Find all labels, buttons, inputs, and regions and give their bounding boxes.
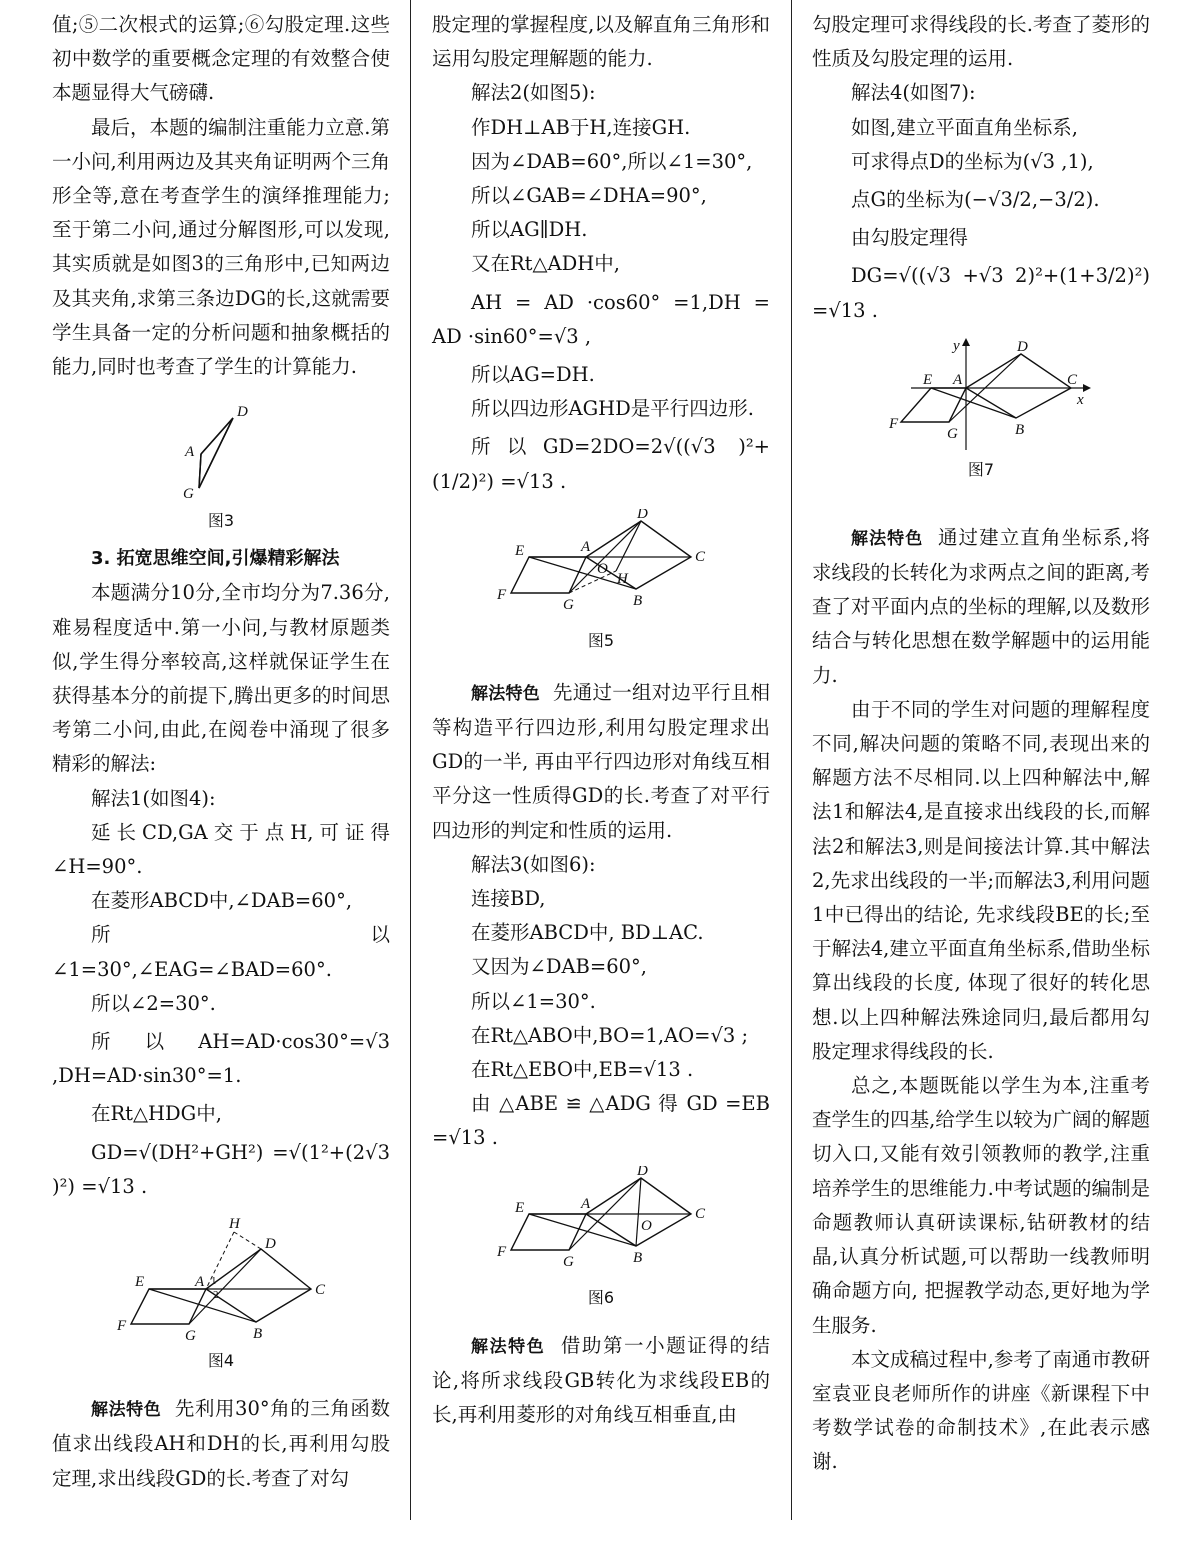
solution-title: 解法4(如图7):	[851, 81, 976, 105]
label-c: C	[315, 1282, 326, 1299]
solution-line: 可求得点D的坐标为(√3 ,1),	[851, 149, 1094, 173]
solution-line: 由勾股定理得	[851, 226, 969, 250]
solution-line: 所以AG=DH.	[471, 363, 595, 387]
label-a: A	[581, 538, 591, 555]
solution-line: 作DH⊥AB于H,连接GH.	[471, 115, 691, 139]
solution-line: 所以AG∥DH.	[471, 218, 588, 242]
feature-label: 解法特色	[851, 528, 924, 549]
feature-label: 解法特色	[471, 1336, 546, 1357]
figure-6	[491, 1166, 711, 1281]
label-e: E	[515, 1199, 525, 1216]
solution-line: 又因为∠DAB=60°,	[471, 955, 647, 979]
solution-line: 延长CD,GA交于点H,可证得∠H=90°.	[52, 820, 390, 879]
segment-bd	[636, 1178, 641, 1246]
label-d: D	[637, 508, 648, 522]
segment-eb	[529, 1214, 636, 1246]
label-e: E	[923, 371, 933, 388]
label-h: H	[617, 570, 628, 587]
label-g: G	[563, 596, 574, 613]
rhombus-abcd	[966, 354, 1071, 418]
label-h: H	[229, 1216, 240, 1233]
label-g: G	[563, 1253, 574, 1270]
column-1	[52, 8, 390, 1496]
equation-line: 所以AH=AD·cos30°=√3 ,DH=AD·sin30°=1.	[52, 1030, 390, 1088]
label-a: A	[581, 1195, 591, 1212]
label-f: F	[117, 1318, 127, 1335]
solution-line: 在Rt△ABO中,BO=1,AO=√3 ;	[471, 1023, 749, 1047]
paragraph: 股定理的掌握程度,以及解直角三角形和运用勾股定理解题的能力.	[432, 13, 770, 71]
label-angle-1: 1	[211, 1275, 217, 1288]
solution-line: 由 △ABE ≌ △ADG 得 GD =EB =√13 .	[432, 1092, 770, 1150]
paragraph: 由于不同的学生对问题的理解程度不同,解决问题的策略不同,表现出来的解题方法不尽相同.以上四种解法中,解法1和解法4,是直接求出线段的长,而解法2和解法3,则是间接法计算.其中解法2,先求出线段的一半;而解法3,利用问题1中已得出的结论, 先求线段BE的长;至于解法4,建立平面直角坐标系,借助坐标算出线段的长度, 体现了很好的转化思想.以上四种解法殊途同归,最后都用勾股定理求得线段的长.	[812, 697, 1150, 1063]
square-efga	[901, 388, 966, 422]
equation-line: 所以GD=2DO=2√((√3 )²+(1/2)²) =√13 .	[432, 435, 770, 493]
paragraph: 最后，本题的编制注重能力立意.第一小问,利用两边及其夹角证明两个三角形全等,意在考查学生的演绎推理能力;至于第二小问,通过分解图形,可以发现,其实质就是如图3的三角形中,已知两边及其夹角,求第三条边DG的长,这就需要学生具备一定的分析问题和抽象概括的能力,同时也考查了学生的计算能力.	[52, 115, 390, 379]
label-b: B	[633, 1249, 643, 1266]
figure-caption: 图4	[207, 1351, 235, 1371]
segment-ad	[201, 418, 233, 454]
segment-dg	[199, 418, 233, 488]
label-d: D	[1017, 338, 1028, 355]
label-d: D	[637, 1165, 648, 1179]
solution-line: 所以∠1=30°,∠EAG=∠BAD=60°.	[52, 923, 390, 981]
figure-caption: 图5	[587, 630, 615, 650]
solution-line: 在菱形ABCD中,∠DAB=60°,	[91, 889, 353, 913]
column-2	[432, 8, 770, 1432]
solution-line: 在菱形ABCD中, BD⊥AC.	[471, 921, 704, 945]
label-a: A	[953, 371, 963, 388]
label-g: G	[947, 425, 958, 442]
section-title: 3. 拓宽思维空间,引爆精彩解法	[91, 548, 340, 570]
label-f: F	[889, 415, 899, 432]
label-e: E	[135, 1274, 145, 1291]
feature-paragraph	[52, 1392, 390, 1496]
figure-5	[491, 509, 711, 624]
feature-label: 解法特色	[471, 683, 541, 704]
feature-paragraph	[812, 521, 1150, 693]
feature-text: 借助第一小题证得的结论,将所求线段GB转化为求线段EB的长,再利用菱形的对角线互相垂直,由	[432, 1333, 770, 1427]
figure-caption: 图7	[967, 459, 995, 479]
solution-title: 解法3(如图6):	[471, 852, 596, 876]
label-d: D	[237, 404, 248, 421]
label-e: E	[515, 542, 525, 559]
label-g: G	[183, 486, 194, 503]
y-axis-arrow	[962, 338, 970, 346]
feature-text: 先利用30°角的三角函数值求出线段AH和DH的长,再利用勾股定理,求出线段GD的长.考查了对勾	[52, 1397, 391, 1490]
dashed-gh	[569, 571, 616, 593]
equation-line: 点G的坐标为(−√3/2,−3/2).	[851, 188, 1100, 212]
figure-3	[141, 394, 301, 504]
label-f: F	[497, 586, 507, 603]
dashed-hd	[234, 1232, 261, 1249]
paragraph: 值;⑤二次根式的运算;⑥勾股定理.这些初中数学的重要概念定理的有效整合使本题显得大气磅礴.	[52, 13, 390, 105]
solution-line: 所以∠2=30°.	[91, 991, 216, 1015]
label-y: y	[953, 337, 960, 354]
label-b: B	[253, 1326, 263, 1343]
solution-title: 解法2(如图5):	[471, 81, 596, 105]
solution-line: 连接BD,	[471, 887, 546, 911]
solution-line: 因为∠DAB=60°,所以∠1=30°,	[471, 149, 753, 173]
figure-4	[111, 1214, 331, 1344]
paragraph: 本文成稿过程中,参考了南通市教研室袁亚良老师所作的讲座《新课程下中考数学试卷的命制技术》,在此表示感谢.	[812, 1347, 1150, 1474]
label-a: A	[185, 444, 195, 461]
label-a: A	[195, 1274, 205, 1291]
x-axis-arrow	[1083, 384, 1091, 392]
column-rule	[791, 0, 792, 1520]
solution-line: 所以∠GAB=∠DHA=90°,	[471, 184, 707, 208]
solution-line: 所以∠1=30°.	[471, 989, 596, 1013]
solution-title: 解法1(如图4):	[91, 786, 216, 810]
label-d: D	[265, 1236, 276, 1253]
equation-line: GD=√(DH²+GH²) =√(1²+(2√3 )²) =√13 .	[52, 1140, 390, 1198]
label-f: F	[497, 1243, 507, 1260]
segment-eb	[149, 1289, 256, 1322]
label-o: O	[641, 1217, 652, 1234]
label-b: B	[633, 592, 643, 609]
column-rule	[410, 0, 411, 1520]
label-c: C	[695, 548, 706, 565]
equation-line: AH = AD ·cos60° =1,DH = AD ·sin60°=√3 ,	[432, 290, 770, 348]
label-b: B	[1015, 421, 1025, 438]
paragraph: 总之,本题既能以学生为本,注重考查学生的四基,给学生以较为广阔的解题切入口,又能有效引领教师的教学,注重培养学生的思维能力.中考试题的编制是命题教师认真研读课标,钻研教材的结晶,认真分析试题,可以帮助一线教师明确命题方向, 把握教学动态,更好地为学生服务.	[812, 1074, 1150, 1337]
label-angle-2: 2	[213, 1289, 219, 1302]
feature-text: 先通过一组对边平行且相等构造平行四边形,利用勾股定理求出GD的一半, 再由平行四边形对角线互相平分这一性质得GD的长.考查了对平行四边形的判定和性质的运用.	[432, 680, 771, 842]
paragraph: 本题满分10分,全市均分为7.36分,难易程度适中.第一小问,与教材原题类似,学生得分率较高,这样就保证学生在获得基本分的前提下,腾出更多的时间思考第二小问,由此,在阅卷中涌现了很多精彩的解法:	[52, 581, 390, 776]
label-c: C	[695, 1205, 706, 1222]
figure-caption: 图3	[207, 511, 235, 531]
solution-line: 在Rt△EBO中,EB=√13 .	[471, 1058, 694, 1082]
solution-line: 在Rt△HDG中,	[91, 1102, 222, 1126]
solution-line: 如图,建立平面直角坐标系,	[851, 115, 1078, 139]
feature-label: 解法特色	[91, 1400, 162, 1421]
equation-line: DG=√((√3 +√3 2)²+(1+3/2)²) =√13 .	[812, 264, 1150, 322]
figure-caption: 图6	[587, 1287, 615, 1307]
label-g: G	[185, 1328, 196, 1345]
label-c: C	[1067, 371, 1078, 388]
solution-line: 又在Rt△ADH中,	[471, 252, 620, 276]
column-3	[812, 8, 1150, 1480]
solution-line: 所以四边形AGHD是平行四边形.	[471, 397, 754, 421]
feature-text: 通过建立直角坐标系,将求线段的长转化为求两点之间的距离,考查了对平面内点的坐标的理解,以及数形结合与转化思想在数学解题中的运用能力.	[812, 525, 1151, 687]
label-x: x	[1077, 391, 1084, 408]
feature-paragraph	[432, 676, 770, 848]
figure-7	[871, 338, 1091, 453]
paragraph: 勾股定理可求得线段的长.考查了菱形的性质及勾股定理的运用.	[812, 13, 1150, 71]
feature-paragraph	[432, 1329, 770, 1433]
label-o: O	[597, 560, 608, 577]
